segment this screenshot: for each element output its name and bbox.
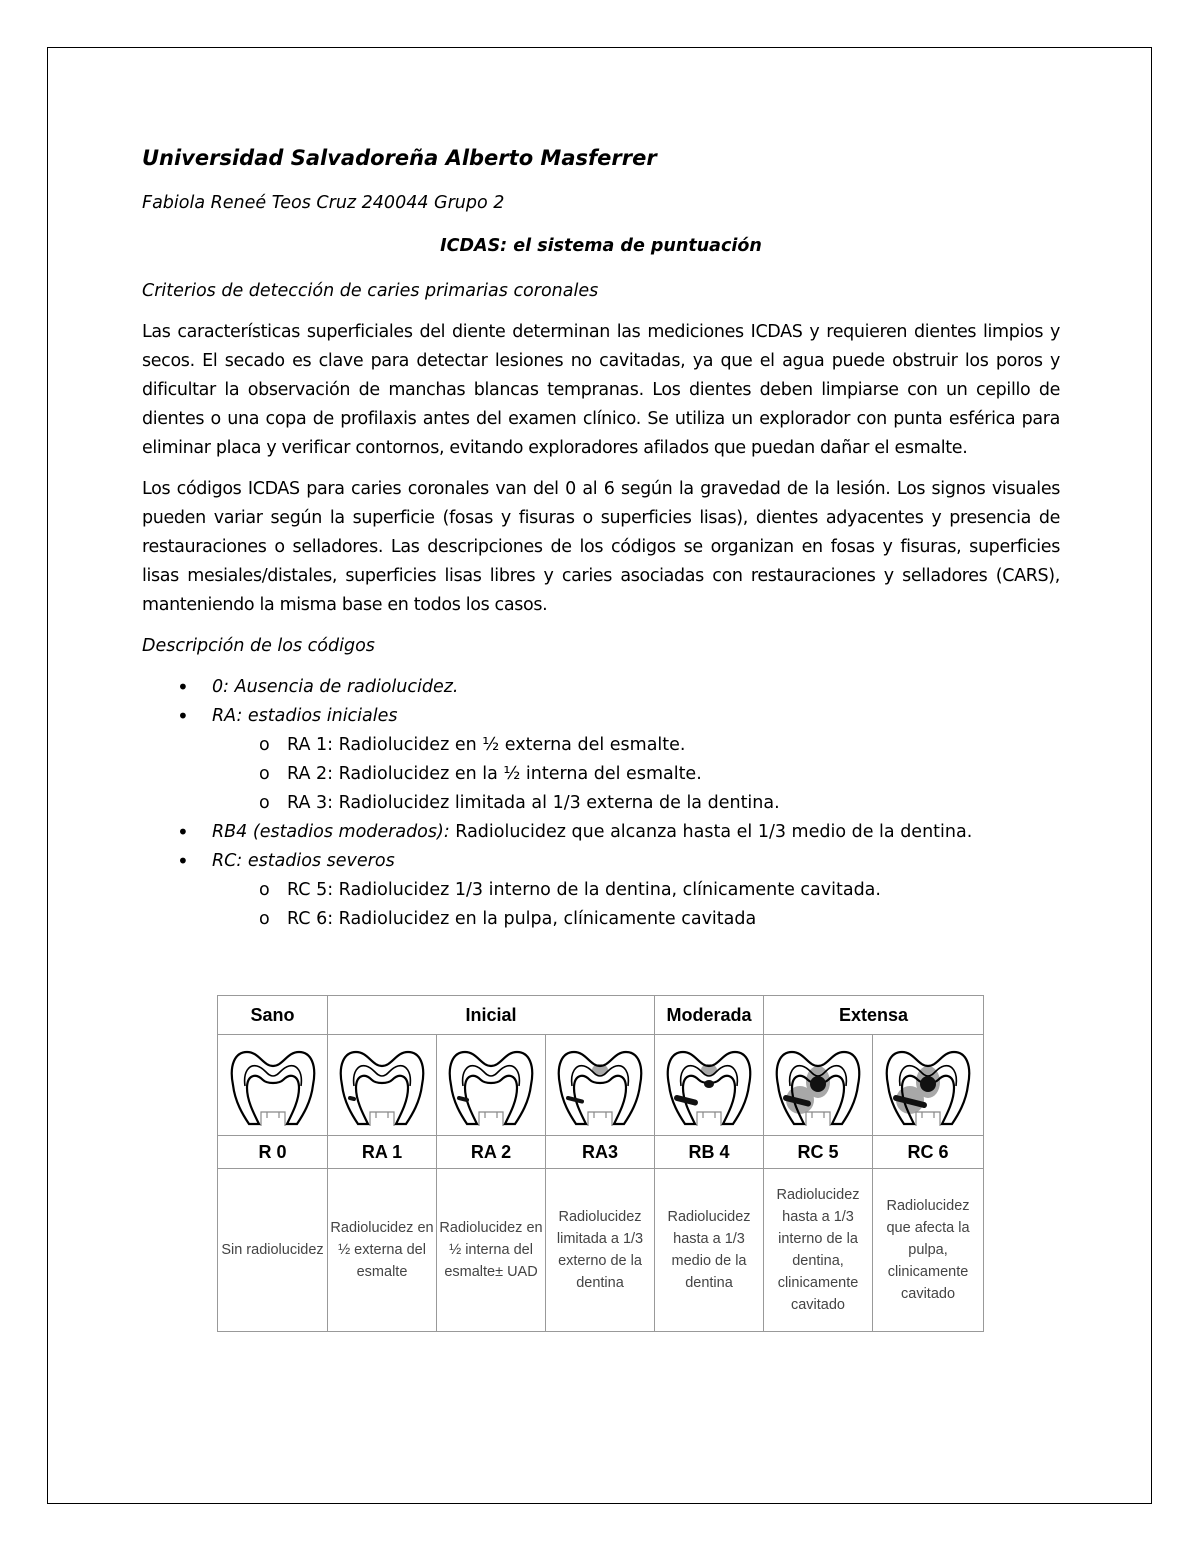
paragraph-icdas-codes: Los códigos ICDAS para caries coronales van del 0 al 6 según la gravedad de la lesión. Los signos visuales pueden variar según la superficie (fosas y fisuras o superficies lisas), dientes adyacentes y presencia de restauraciones o selladores. Las descripciones de los códigos se organizan en fosas y fisuras, superficies lisas mesiales/distales, superficies lisas libres y caries asociadas con restauraciones y selladores (CARS), manteniendo la misma base en todos los casos. xyxy=(142,479,1060,615)
code-description: Radiolucidez hasta a 1/3 interno de la dentina, clinicamente cavitado xyxy=(764,1169,873,1332)
group-header-extensa: Extensa xyxy=(764,996,984,1035)
lesion-core xyxy=(920,1076,936,1092)
tooth-outline xyxy=(341,1052,423,1124)
code-description: Radiolucidez limitada a 1/3 externo de la dentina xyxy=(546,1169,655,1332)
code-description: Radiolucidez que afecta la pulpa, clinicamente cavitado xyxy=(873,1169,984,1332)
code-label: RC 6 xyxy=(873,1136,984,1169)
list-item: • RB4 (estadios moderados): Radiolucidez que alcanza hasta el 1/3 medio de la dentina. xyxy=(179,818,1060,847)
tooth-cell xyxy=(437,1035,546,1136)
code-label: R 0 xyxy=(218,1136,328,1169)
tooth-diagram-icon xyxy=(550,1040,650,1130)
document-title: ICDAS: el sistema de puntuación xyxy=(440,236,762,256)
tooth-outline xyxy=(450,1052,532,1124)
icdas-classification-table xyxy=(217,995,984,1332)
sublist-item: o RA 1: Radiolucidez en ½ externa del esmalte. xyxy=(259,731,1060,760)
pulp-outline xyxy=(588,1112,612,1126)
code-label: RA 2 xyxy=(437,1136,546,1169)
lesion-core xyxy=(810,1076,826,1092)
codes-list xyxy=(142,673,1060,934)
group-header-inicial: Inicial xyxy=(328,996,655,1035)
code-description: Radiolucidez en ½ externa del esmalte xyxy=(328,1169,437,1332)
group-header-sano: Sano xyxy=(218,996,328,1035)
tooth-cell xyxy=(328,1035,437,1136)
document-body xyxy=(142,144,1060,934)
university-name: Universidad Salvadoreña Alberto Masferrer xyxy=(142,146,657,170)
sublist-item: o RA 2: Radiolucidez en la ½ interna del esmalte. xyxy=(259,760,1060,789)
pulp-outline xyxy=(479,1112,503,1126)
tooth-diagram-icon xyxy=(223,1040,323,1130)
tooth-outline xyxy=(231,1052,313,1124)
section-heading-criteria: Criterios de detección de caries primarias coronales xyxy=(142,281,599,301)
tooth-cell xyxy=(546,1035,655,1136)
tooth-cell xyxy=(873,1035,984,1136)
tooth-diagram-icon xyxy=(659,1040,759,1130)
lesion-mark xyxy=(350,1098,354,1099)
tooth-diagram-icon xyxy=(768,1040,868,1130)
tooth-diagram-icon xyxy=(878,1040,978,1130)
code-label: RB 4 xyxy=(655,1136,764,1169)
sublist-rc xyxy=(212,876,1060,934)
author-line: Fabiola Reneé Teos Cruz 240044 Grupo 2 xyxy=(142,193,505,213)
code-label: RC 5 xyxy=(764,1136,873,1169)
code-description: Radiolucidez en ½ interna del esmalte± UAD xyxy=(437,1169,546,1332)
sublist-item: o RC 5: Radiolucidez 1/3 interno de la dentina, clínicamente cavitada. xyxy=(259,876,1060,905)
pulp-outline xyxy=(697,1112,721,1126)
tooth-cell xyxy=(655,1035,764,1136)
pulp-outline xyxy=(370,1112,394,1126)
pulp-outline xyxy=(916,1112,940,1126)
list-item: • RC: estadios severos o RC 5: Radiolucidez 1/3 interno de la dentina, clínicamente cavitada. o RC 6: Radiolucidez en la pulpa, clínicamente cavitada xyxy=(179,847,1060,934)
lesion-mark xyxy=(677,1098,695,1103)
lesion-core xyxy=(704,1080,714,1088)
sublist-item: o RC 6: Radiolucidez en la pulpa, clínicamente cavitada xyxy=(259,905,1060,934)
tooth-diagram-icon xyxy=(332,1040,432,1130)
code-label: RA3 xyxy=(546,1136,655,1169)
pulp-outline xyxy=(261,1112,285,1126)
code-description: Radiolucidez hasta a 1/3 medio de la dentina xyxy=(655,1169,764,1332)
lesion-mark xyxy=(568,1098,582,1102)
tooth-outline xyxy=(559,1052,641,1124)
lesion-mark xyxy=(459,1098,467,1100)
list-item: • RA: estadios iniciales o RA 1: Radiolucidez en ½ externa del esmalte. o RA 2: Radiolucidez en la ½ interna del esmalte. o RA 3: Radiolucidez limitada al 1/3 externa de la dentina. xyxy=(179,702,1060,818)
code-description: Sin radiolucidez xyxy=(218,1169,328,1332)
sublist-ra xyxy=(212,731,1060,818)
group-header-moderada: Moderada xyxy=(655,996,764,1035)
tooth-cell xyxy=(764,1035,873,1136)
sublist-item: o RA 3: Radiolucidez limitada al 1/3 externa de la dentina. xyxy=(259,789,1060,818)
tooth-diagram-icon xyxy=(441,1040,541,1130)
tooth-cell xyxy=(218,1035,328,1136)
pulp-outline xyxy=(806,1112,830,1126)
section-heading-codes: Descripción de los códigos xyxy=(142,636,375,656)
list-item: • 0: Ausencia de radiolucidez. xyxy=(179,673,1060,702)
paragraph-surface-characteristics: Las características superficiales del diente determinan las mediciones ICDAS y requieren dientes limpios y secos. El secado es clave para detectar lesiones no cavitadas, ya que el agua puede obstruir los poros y dificultar la observación de manchas blancas tempranas. Los dientes deben limpiarse con un cepillo de dientes o una copa de profilaxis antes del examen clínico. Se utiliza un explorador con punta esférica para eliminar placa y verificar contornos, evitando exploradores afilados que puedan dañar el esmalte. xyxy=(142,322,1060,458)
code-label: RA 1 xyxy=(328,1136,437,1169)
